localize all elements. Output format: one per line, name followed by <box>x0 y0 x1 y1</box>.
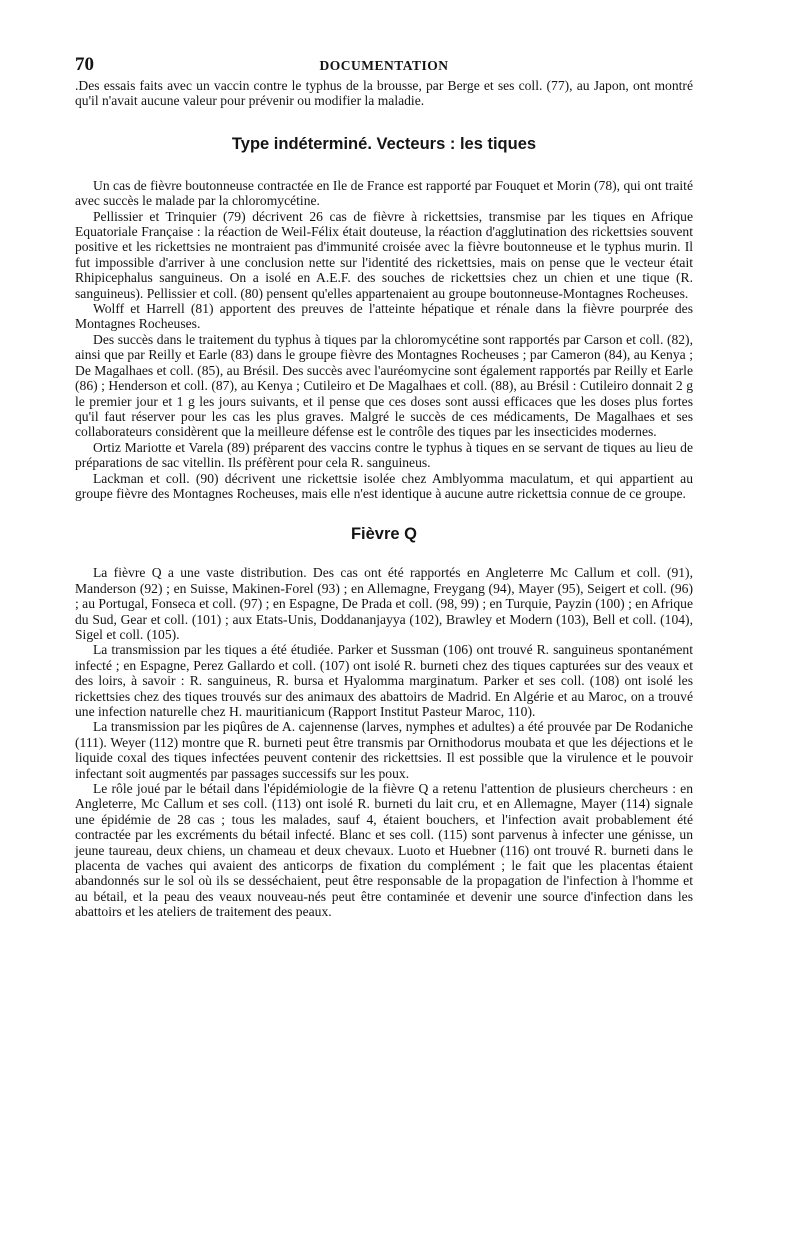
body-paragraph: Pellissier et Trinquier (79) décrivent 26 cas de fièvre à rickettsies, transmise par les tiques en Afrique Equatoriale Française : la réaction de Weil-Félix était douteuse, la réaction d'agglutination des rickettsies souvent positive et les rickettsies ne montraient pas d'immunité croisée avec la fièvre boutonneuse et le typhus murin. Il fut impossible d'arriver à une conclusion nette sur l'identité des rickettsies, mais on pense que le vecteur était Rhipicephalus sanguineus. On a isolé en A.E.F. des souches de rickettsies chez un chien et une tique (R. sanguineus). Pellissier et coll. (80) pensent qu'elles appartenaient au groupe boutonneuse-Montagnes Rocheuses. <box>75 208 693 301</box>
body-paragraph: Un cas de fièvre boutonneuse contractée en Ile de France est rapporté par Fouquet et Morin (78), qui ont traité avec succès le malade par la chloromycétine. <box>75 177 693 209</box>
section-heading-ticks: Type indéterminé. Vecteurs : les tiques <box>231 134 537 153</box>
body-paragraph: Des succès dans le traitement du typhus à tiques par la chloromycétine sont rapportés par Carson et coll. (82), ainsi que par Reilly et Earle (83) dans le groupe fièvre des Montagnes Rocheuses ; par Cameron (84), au Kenya ; De Magalhaes et coll. (85), au Brésil. Des succès avec l'auréomycine sont également rapportés par Reilly et Earle (86) ; Henderson et coll. (87), au Kenya ; Cutileiro et De Magalhaes et coll. (88), au Brésil : Cutileiro donnait 2 g le premier jour et 1 g les jours suivants, et il pense que ces doses sont aussi efficaces que les doses plus fortes qu'il faut réserver pour les cas les plus graves. Malgré le succès de ces médicaments, De Magalhaes et ses collaborateurs considèrent que la meilleure défense est le contrôle des tiques par les insecticides modernes. <box>75 331 693 440</box>
body-paragraph: Ortiz Mariotte et Varela (89) préparent des vaccins contre le typhus à tiques en se servant de tiques au lieu de préparations de sac vitellin. Ils préfèrent pour cela R. sanguineus. <box>75 439 693 471</box>
running-title: DOCUMENTATION <box>319 58 449 73</box>
body-paragraph: Wolff et Harrell (81) apportent des preuves de l'atteinte hépatique et rénale dans la fièvre pourprée des Montagnes Rocheuses. <box>75 301 693 332</box>
section-body-ticks <box>75 178 693 502</box>
page-number: 70 <box>75 54 94 75</box>
body-paragraph: La transmission par les piqûres de A. cajennense (larves, nymphes et adultes) a été prouvée par De Rodaniche (111). Weyer (112) montre que R. burneti peut être transmis par Ornithodorus moubata et que les déjections et le liquide coxal des tiques infectées peuvent contenir des rickettsies. Il est possible que la virulence et le pouvoir infectant soit augmentés par passages successifs sur les poux. <box>75 719 693 781</box>
document-page <box>75 52 693 920</box>
intro-paragraph: .Des essais faits avec un vaccin contre le typhus de la brousse, par Berge et ses coll. (77), au Japon, ont montré qu'il n'avait aucune valeur pour prévenir ou modifier la maladie. <box>75 78 693 109</box>
body-paragraph: Le rôle joué par le bétail dans l'épidémiologie de la fièvre Q a retenu l'attention de plusieurs chercheurs : en Angleterre, Mc Callum et ses coll. (113) ont isolé R. burneti du lait cru, et en Allemagne, Mayer (114) signale une épidémie de 28 cas ; tous les malades, sauf 4, étaient bouchers, et l'infection avait probablement été contractée par les excréments du bétail infecté. Blanc et ses coll. (115) sont parvenus à infecter une génisse, un jeune taureau, deux chiens, un chameau et deux chevaux. Luoto et Huebner (116) ont trouvé R. burneti dans le placenta de vaches qui avaient des anticorps de fixation du complément ; le fait que les placentas étaient abandonnés sur le sol où ils se desséchaient, peut être responsable de la propagation de l'infection à l'homme et au bétail, et la peau des veaux nouveau-nés peut être contaminée et devenir une source d'infection dans les abattoirs et les ateliers de traitement des peaux. <box>75 781 693 920</box>
running-header <box>75 52 693 78</box>
body-paragraph: Lackman et coll. (90) décrivent une rickettsie isolée chez Amblyomma maculatum, et qui appartient au groupe fièvre des Montagnes Rocheuses, mais elle n'est identique à aucune autre rickettsia connue de ce groupe. <box>75 470 693 501</box>
body-paragraph: La fièvre Q a une vaste distribution. Des cas ont été rapportés en Angleterre Mc Callum et coll. (91), Manderson (92) ; en Suisse, Makinen-Forel (93) ; en Allemagne, Freygang (94), Mayer (95), Seigert et coll. (96) ; au Portugal, Fonseca et coll. (97) ; en Espagne, De Prada et coll. (98, 99) ; en Turquie, Payzin (100) ; en Afrique du Sud, Gear et coll. (101) ; aux Etats-Unis, Doddananjayya (102), Brawley et Modern (103), Bell et coll. (104), Sigel et coll. (105). <box>75 565 693 642</box>
section-heading-q-fever: Fièvre Q <box>350 525 418 544</box>
section-body-q-fever <box>75 565 693 919</box>
body-paragraph: La transmission par les tiques a été étudiée. Parker et Sussman (106) ont trouvé R. sanguineus spontanément infecté ; en Espagne, Perez Gallardo et coll. (107) ont isolé R. burneti chez des tiques capturées sur des veaux et des loirs, à savoir : R. sanguineus, R. bursa et Hyalomma marginatum. Parker et ses coll. (108) ont isolé les rickettsies chez des tiques trouvés sur des animaux des abattoirs de Madrid. En Algérie et au Maroc, on a trouvé une infection naturelle chez H. mauritianicum (Rapport Institut Pasteur Maroc, 110). <box>75 642 693 719</box>
